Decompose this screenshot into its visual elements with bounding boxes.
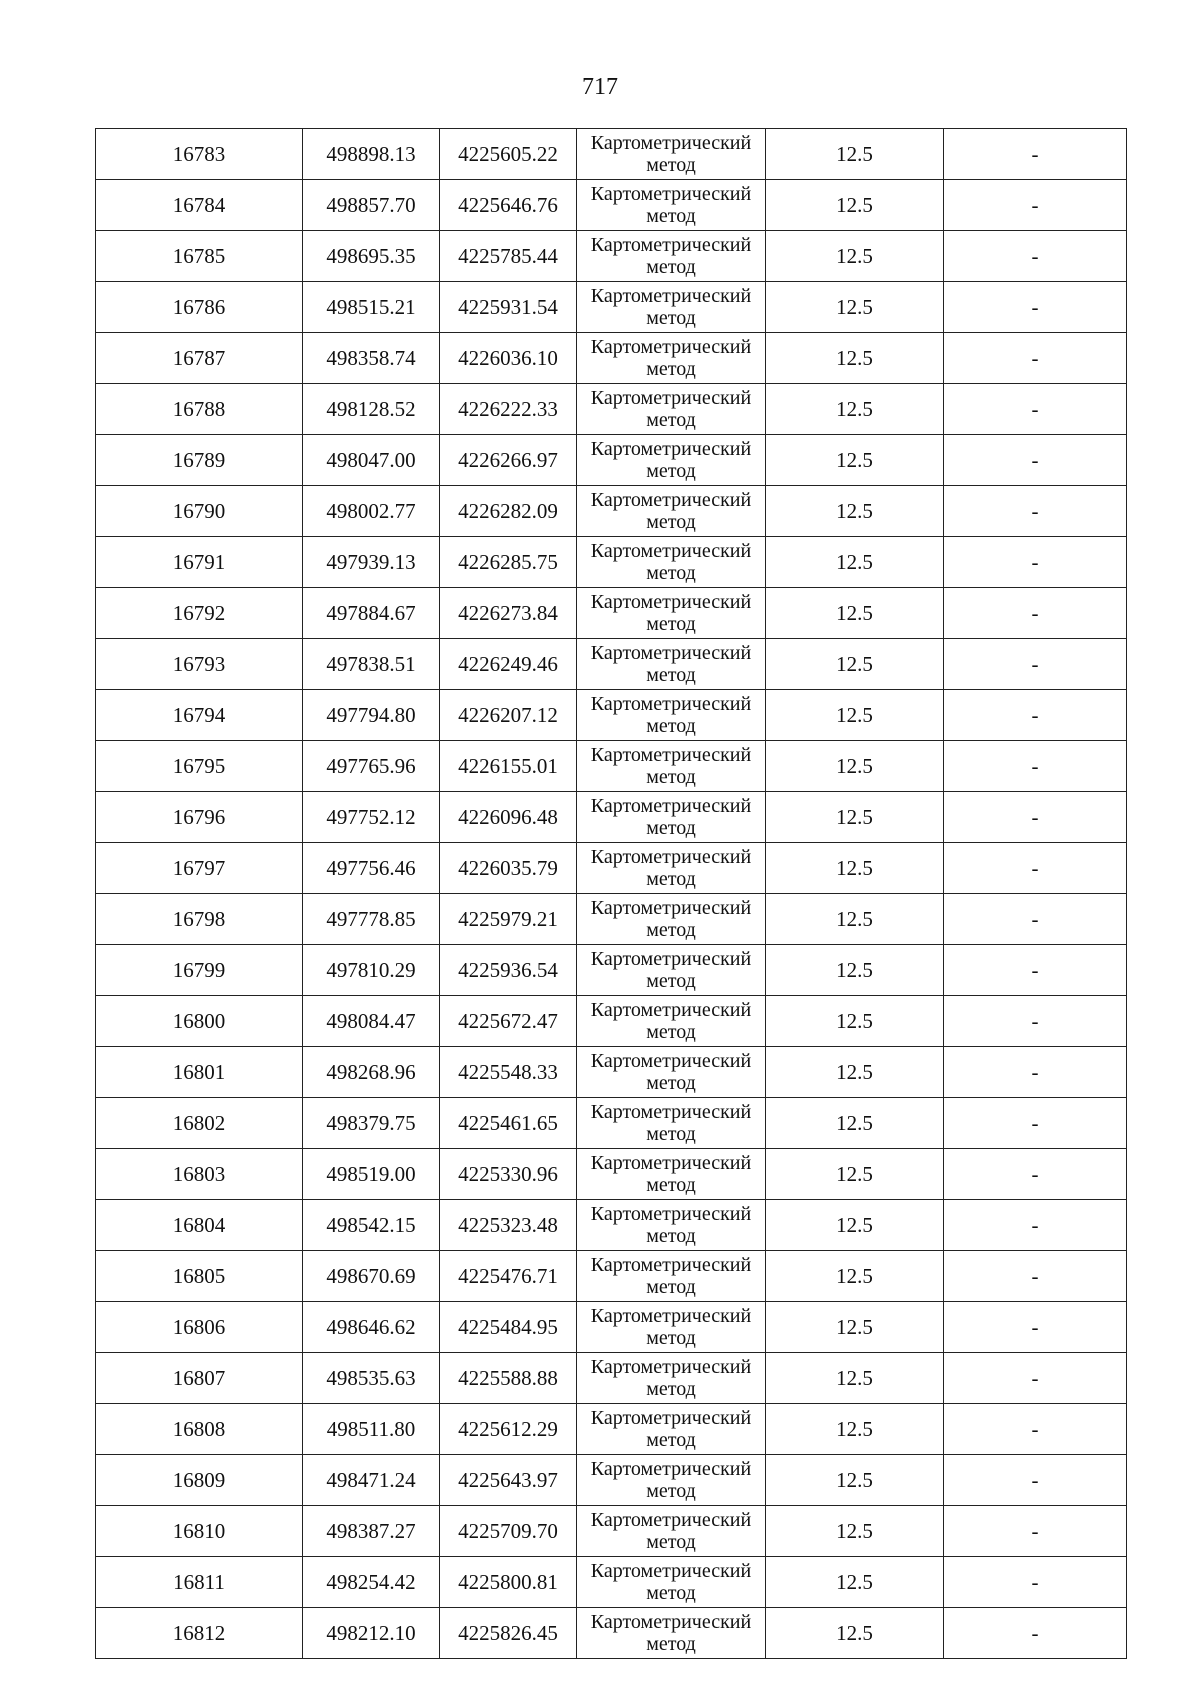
method-line-2: метод	[646, 1327, 696, 1349]
y-coordinate-cell: 4225936.54	[440, 945, 577, 996]
y-coordinate-cell: 4225979.21	[440, 894, 577, 945]
accuracy-cell: 12.5	[766, 792, 944, 843]
accuracy-cell: 12.5	[766, 588, 944, 639]
method-line-1: Картометрический	[590, 948, 752, 970]
note-cell: -	[944, 1608, 1127, 1659]
method-line-2: метод	[646, 256, 696, 278]
table-row	[96, 1506, 1127, 1557]
method-line-2: метод	[646, 970, 696, 992]
x-coordinate-cell: 498542.15	[303, 1200, 440, 1251]
method-line-1: Картометрический	[590, 1560, 752, 1582]
note-cell: -	[944, 945, 1127, 996]
table-row	[96, 894, 1127, 945]
x-coordinate-cell: 498084.47	[303, 996, 440, 1047]
note-cell: -	[944, 1557, 1127, 1608]
note-cell: -	[944, 1047, 1127, 1098]
note-cell: -	[944, 1098, 1127, 1149]
method-line-1: Картометрический	[590, 1305, 752, 1327]
method-cell	[577, 486, 766, 537]
method-cell	[577, 282, 766, 333]
method-line-1: Картометрический	[590, 1203, 752, 1225]
accuracy-cell: 12.5	[766, 435, 944, 486]
table-row	[96, 690, 1127, 741]
accuracy-cell: 12.5	[766, 1149, 944, 1200]
table-row	[96, 282, 1127, 333]
method-line-1: Картометрический	[590, 1050, 752, 1072]
accuracy-cell: 12.5	[766, 1557, 944, 1608]
x-coordinate-cell: 498047.00	[303, 435, 440, 486]
y-coordinate-cell: 4225548.33	[440, 1047, 577, 1098]
note-cell: -	[944, 690, 1127, 741]
method-line-1: Картометрический	[590, 132, 752, 154]
accuracy-cell: 12.5	[766, 1302, 944, 1353]
accuracy-cell: 12.5	[766, 180, 944, 231]
method-cell	[577, 945, 766, 996]
x-coordinate-cell: 498519.00	[303, 1149, 440, 1200]
method-cell	[577, 1506, 766, 1557]
y-coordinate-cell: 4226282.09	[440, 486, 577, 537]
method-line-2: метод	[646, 154, 696, 176]
note-cell: -	[944, 996, 1127, 1047]
table-row	[96, 1149, 1127, 1200]
method-line-1: Картометрический	[590, 1101, 752, 1123]
point-id-cell: 16799	[96, 945, 303, 996]
accuracy-cell: 12.5	[766, 945, 944, 996]
table-row	[96, 129, 1127, 180]
table-row	[96, 741, 1127, 792]
table-row	[96, 231, 1127, 282]
table-row	[96, 1047, 1127, 1098]
method-cell	[577, 1098, 766, 1149]
method-line-1: Картометрический	[590, 183, 752, 205]
note-cell: -	[944, 639, 1127, 690]
point-id-cell: 16806	[96, 1302, 303, 1353]
x-coordinate-cell: 498128.52	[303, 384, 440, 435]
y-coordinate-cell: 4226285.75	[440, 537, 577, 588]
point-id-cell: 16788	[96, 384, 303, 435]
method-line-2: метод	[646, 1633, 696, 1655]
method-line-2: метод	[646, 1378, 696, 1400]
note-cell: -	[944, 588, 1127, 639]
table-row	[96, 945, 1127, 996]
accuracy-cell: 12.5	[766, 1608, 944, 1659]
point-id-cell: 16802	[96, 1098, 303, 1149]
y-coordinate-cell: 4225484.95	[440, 1302, 577, 1353]
y-coordinate-cell: 4225323.48	[440, 1200, 577, 1251]
x-coordinate-cell: 498535.63	[303, 1353, 440, 1404]
method-cell	[577, 1608, 766, 1659]
x-coordinate-cell: 498212.10	[303, 1608, 440, 1659]
accuracy-cell: 12.5	[766, 486, 944, 537]
point-id-cell: 16808	[96, 1404, 303, 1455]
method-line-2: метод	[646, 358, 696, 380]
table-row	[96, 486, 1127, 537]
method-line-1: Картометрический	[590, 591, 752, 613]
accuracy-cell: 12.5	[766, 282, 944, 333]
table-row	[96, 996, 1127, 1047]
method-cell	[577, 1251, 766, 1302]
page-number: 717	[582, 74, 618, 100]
method-line-1: Картометрический	[590, 285, 752, 307]
accuracy-cell: 12.5	[766, 1251, 944, 1302]
note-cell: -	[944, 894, 1127, 945]
method-line-2: метод	[646, 409, 696, 431]
accuracy-cell: 12.5	[766, 639, 944, 690]
table-row	[96, 537, 1127, 588]
x-coordinate-cell: 497765.96	[303, 741, 440, 792]
accuracy-cell: 12.5	[766, 741, 944, 792]
method-line-2: метод	[646, 1429, 696, 1451]
method-line-1: Картометрический	[590, 336, 752, 358]
method-line-2: метод	[646, 205, 696, 227]
x-coordinate-cell: 498387.27	[303, 1506, 440, 1557]
x-coordinate-cell: 498268.96	[303, 1047, 440, 1098]
accuracy-cell: 12.5	[766, 996, 944, 1047]
accuracy-cell: 12.5	[766, 1098, 944, 1149]
method-line-2: метод	[646, 1276, 696, 1298]
point-id-cell: 16805	[96, 1251, 303, 1302]
x-coordinate-cell: 498511.80	[303, 1404, 440, 1455]
method-line-1: Картометрический	[590, 1356, 752, 1378]
table-row	[96, 333, 1127, 384]
y-coordinate-cell: 4226222.33	[440, 384, 577, 435]
point-id-cell: 16798	[96, 894, 303, 945]
point-id-cell: 16784	[96, 180, 303, 231]
y-coordinate-cell: 4226207.12	[440, 690, 577, 741]
x-coordinate-cell: 497884.67	[303, 588, 440, 639]
method-line-1: Картометрический	[590, 1611, 752, 1633]
method-cell	[577, 741, 766, 792]
y-coordinate-cell: 4226249.46	[440, 639, 577, 690]
method-line-2: метод	[646, 460, 696, 482]
table-body	[96, 129, 1127, 1659]
x-coordinate-cell: 498515.21	[303, 282, 440, 333]
table-row	[96, 1098, 1127, 1149]
method-cell	[577, 1557, 766, 1608]
note-cell: -	[944, 231, 1127, 282]
method-line-2: метод	[646, 1480, 696, 1502]
note-cell: -	[944, 435, 1127, 486]
method-line-1: Картометрический	[590, 1407, 752, 1429]
table-row	[96, 1251, 1127, 1302]
x-coordinate-cell: 498358.74	[303, 333, 440, 384]
y-coordinate-cell: 4225605.22	[440, 129, 577, 180]
point-id-cell: 16786	[96, 282, 303, 333]
x-coordinate-cell: 498254.42	[303, 1557, 440, 1608]
table-row	[96, 792, 1127, 843]
x-coordinate-cell: 498898.13	[303, 129, 440, 180]
method-cell	[577, 129, 766, 180]
method-cell	[577, 639, 766, 690]
point-id-cell: 16800	[96, 996, 303, 1047]
method-line-1: Картометрический	[590, 1458, 752, 1480]
point-id-cell: 16795	[96, 741, 303, 792]
x-coordinate-cell: 498695.35	[303, 231, 440, 282]
note-cell: -	[944, 843, 1127, 894]
table-row	[96, 1404, 1127, 1455]
x-coordinate-cell: 498670.69	[303, 1251, 440, 1302]
accuracy-cell: 12.5	[766, 384, 944, 435]
note-cell: -	[944, 1251, 1127, 1302]
method-line-2: метод	[646, 1174, 696, 1196]
method-cell	[577, 792, 766, 843]
point-id-cell: 16790	[96, 486, 303, 537]
x-coordinate-cell: 497756.46	[303, 843, 440, 894]
method-line-1: Картометрический	[590, 1509, 752, 1531]
method-cell	[577, 1047, 766, 1098]
point-id-cell: 16783	[96, 129, 303, 180]
accuracy-cell: 12.5	[766, 1404, 944, 1455]
note-cell: -	[944, 1302, 1127, 1353]
accuracy-cell: 12.5	[766, 129, 944, 180]
method-line-2: метод	[646, 868, 696, 890]
table-row	[96, 1200, 1127, 1251]
method-line-1: Картометрический	[590, 387, 752, 409]
point-id-cell: 16796	[96, 792, 303, 843]
y-coordinate-cell: 4225461.65	[440, 1098, 577, 1149]
method-line-1: Картометрический	[590, 744, 752, 766]
note-cell: -	[944, 1200, 1127, 1251]
method-line-2: метод	[646, 919, 696, 941]
method-line-2: метод	[646, 817, 696, 839]
table-row	[96, 639, 1127, 690]
method-line-2: метод	[646, 1582, 696, 1604]
y-coordinate-cell: 4225643.97	[440, 1455, 577, 1506]
method-cell	[577, 1302, 766, 1353]
y-coordinate-cell: 4225672.47	[440, 996, 577, 1047]
table-row	[96, 1353, 1127, 1404]
method-cell	[577, 843, 766, 894]
method-cell	[577, 537, 766, 588]
point-id-cell: 16794	[96, 690, 303, 741]
table-row	[96, 180, 1127, 231]
x-coordinate-cell: 497778.85	[303, 894, 440, 945]
method-line-2: метод	[646, 613, 696, 635]
x-coordinate-cell: 498379.75	[303, 1098, 440, 1149]
accuracy-cell: 12.5	[766, 690, 944, 741]
table-row	[96, 435, 1127, 486]
point-id-cell: 16793	[96, 639, 303, 690]
point-id-cell: 16792	[96, 588, 303, 639]
note-cell: -	[944, 537, 1127, 588]
table-row	[96, 843, 1127, 894]
x-coordinate-cell: 498002.77	[303, 486, 440, 537]
accuracy-cell: 12.5	[766, 1506, 944, 1557]
accuracy-cell: 12.5	[766, 1200, 944, 1251]
point-id-cell: 16797	[96, 843, 303, 894]
method-line-1: Картометрический	[590, 897, 752, 919]
point-id-cell: 16809	[96, 1455, 303, 1506]
point-id-cell: 16791	[96, 537, 303, 588]
accuracy-cell: 12.5	[766, 843, 944, 894]
note-cell: -	[944, 486, 1127, 537]
note-cell: -	[944, 384, 1127, 435]
method-line-1: Картометрический	[590, 234, 752, 256]
note-cell: -	[944, 1404, 1127, 1455]
y-coordinate-cell: 4225709.70	[440, 1506, 577, 1557]
note-cell: -	[944, 1353, 1127, 1404]
accuracy-cell: 12.5	[766, 1047, 944, 1098]
y-coordinate-cell: 4225588.88	[440, 1353, 577, 1404]
method-cell	[577, 1404, 766, 1455]
method-cell	[577, 1353, 766, 1404]
table-row	[96, 384, 1127, 435]
method-line-2: метод	[646, 1123, 696, 1145]
note-cell: -	[944, 1506, 1127, 1557]
coordinates-table	[95, 128, 1127, 1659]
x-coordinate-cell: 497838.51	[303, 639, 440, 690]
y-coordinate-cell: 4225646.76	[440, 180, 577, 231]
accuracy-cell: 12.5	[766, 537, 944, 588]
note-cell: -	[944, 282, 1127, 333]
note-cell: -	[944, 741, 1127, 792]
y-coordinate-cell: 4226266.97	[440, 435, 577, 486]
x-coordinate-cell: 498646.62	[303, 1302, 440, 1353]
method-line-1: Картометрический	[590, 540, 752, 562]
y-coordinate-cell: 4226036.10	[440, 333, 577, 384]
note-cell: -	[944, 333, 1127, 384]
accuracy-cell: 12.5	[766, 1353, 944, 1404]
x-coordinate-cell: 497752.12	[303, 792, 440, 843]
y-coordinate-cell: 4225612.29	[440, 1404, 577, 1455]
method-line-2: метод	[646, 1021, 696, 1043]
method-cell	[577, 1200, 766, 1251]
note-cell: -	[944, 1455, 1127, 1506]
y-coordinate-cell: 4225330.96	[440, 1149, 577, 1200]
method-cell	[577, 333, 766, 384]
method-line-2: метод	[646, 715, 696, 737]
method-cell	[577, 690, 766, 741]
table-row	[96, 1302, 1127, 1353]
note-cell: -	[944, 1149, 1127, 1200]
y-coordinate-cell: 4226035.79	[440, 843, 577, 894]
method-line-2: метод	[646, 1531, 696, 1553]
method-cell	[577, 435, 766, 486]
accuracy-cell: 12.5	[766, 894, 944, 945]
method-line-2: метод	[646, 307, 696, 329]
method-line-1: Картометрический	[590, 489, 752, 511]
table-row	[96, 1557, 1127, 1608]
method-line-1: Картометрический	[590, 693, 752, 715]
y-coordinate-cell: 4226155.01	[440, 741, 577, 792]
table-row	[96, 1608, 1127, 1659]
accuracy-cell: 12.5	[766, 231, 944, 282]
method-cell	[577, 180, 766, 231]
x-coordinate-cell: 498471.24	[303, 1455, 440, 1506]
point-id-cell: 16804	[96, 1200, 303, 1251]
method-cell	[577, 996, 766, 1047]
x-coordinate-cell: 497794.80	[303, 690, 440, 741]
y-coordinate-cell: 4225931.54	[440, 282, 577, 333]
table-row	[96, 588, 1127, 639]
point-id-cell: 16801	[96, 1047, 303, 1098]
method-line-1: Картометрический	[590, 846, 752, 868]
method-cell	[577, 1455, 766, 1506]
method-line-1: Картометрический	[590, 999, 752, 1021]
accuracy-cell: 12.5	[766, 333, 944, 384]
method-line-1: Картометрический	[590, 1152, 752, 1174]
method-cell	[577, 588, 766, 639]
note-cell: -	[944, 792, 1127, 843]
note-cell: -	[944, 180, 1127, 231]
y-coordinate-cell: 4226273.84	[440, 588, 577, 639]
method-cell	[577, 1149, 766, 1200]
x-coordinate-cell: 498857.70	[303, 180, 440, 231]
method-line-1: Картометрический	[590, 795, 752, 817]
point-id-cell: 16811	[96, 1557, 303, 1608]
x-coordinate-cell: 497810.29	[303, 945, 440, 996]
method-line-1: Картометрический	[590, 642, 752, 664]
y-coordinate-cell: 4225800.81	[440, 1557, 577, 1608]
y-coordinate-cell: 4225826.45	[440, 1608, 577, 1659]
method-line-2: метод	[646, 562, 696, 584]
accuracy-cell: 12.5	[766, 1455, 944, 1506]
method-cell	[577, 384, 766, 435]
method-cell	[577, 231, 766, 282]
note-cell: -	[944, 129, 1127, 180]
y-coordinate-cell: 4226096.48	[440, 792, 577, 843]
method-line-1: Картометрический	[590, 1254, 752, 1276]
method-cell	[577, 894, 766, 945]
point-id-cell: 16810	[96, 1506, 303, 1557]
point-id-cell: 16807	[96, 1353, 303, 1404]
method-line-2: метод	[646, 1225, 696, 1247]
point-id-cell: 16785	[96, 231, 303, 282]
y-coordinate-cell: 4225785.44	[440, 231, 577, 282]
point-id-cell: 16803	[96, 1149, 303, 1200]
point-id-cell: 16812	[96, 1608, 303, 1659]
method-line-2: метод	[646, 664, 696, 686]
table-row	[96, 1455, 1127, 1506]
y-coordinate-cell: 4225476.71	[440, 1251, 577, 1302]
x-coordinate-cell: 497939.13	[303, 537, 440, 588]
point-id-cell: 16789	[96, 435, 303, 486]
method-line-2: метод	[646, 766, 696, 788]
method-line-2: метод	[646, 1072, 696, 1094]
point-id-cell: 16787	[96, 333, 303, 384]
method-line-1: Картометрический	[590, 438, 752, 460]
method-line-2: метод	[646, 511, 696, 533]
